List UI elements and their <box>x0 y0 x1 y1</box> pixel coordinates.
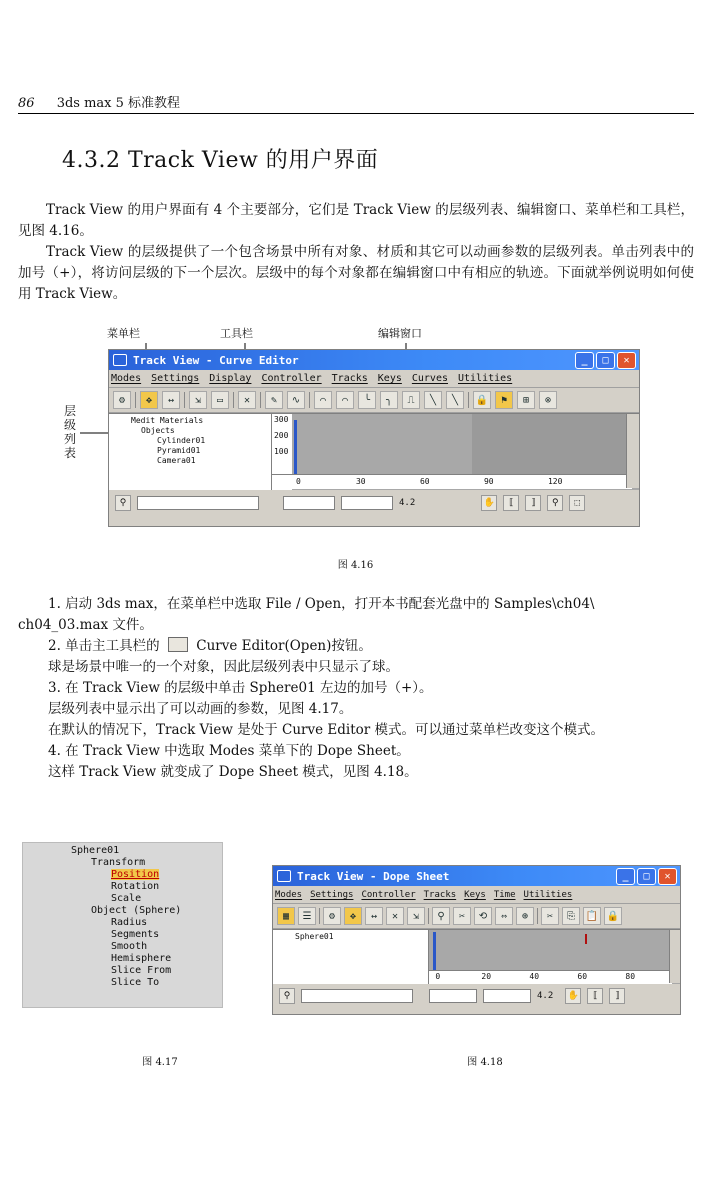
figure-4-16-caption: 图 4.16 <box>337 560 374 571</box>
zoom-selected-icon[interactable]: ⚲ <box>115 495 131 511</box>
tree-position[interactable]: Position <box>111 869 160 880</box>
ds-scale-keys-icon[interactable]: ⇲ <box>407 907 425 925</box>
ds-pan-icon[interactable]: ✋ <box>565 988 581 1004</box>
tangent-auto-icon[interactable]: ⌒ <box>314 391 332 409</box>
edit-keys-icon[interactable]: ▦ <box>277 907 295 925</box>
ds-menu-tracks[interactable]: Tracks <box>423 889 457 900</box>
section-title: 4.3.2 Track View 的用户界面 <box>62 148 379 173</box>
ds-zoom-selected-icon[interactable]: ⚲ <box>279 988 295 1004</box>
minimize-icon[interactable]: _ <box>575 352 594 369</box>
ds-menu-settings[interactable]: Settings <box>310 889 354 900</box>
ds-hierarchy-list <box>273 930 429 984</box>
toolbar <box>109 388 639 413</box>
ds-edit-window[interactable] <box>429 930 680 984</box>
maximize-icon[interactable]: □ <box>596 352 615 369</box>
copy-icon[interactable]: ⎘ <box>562 907 580 925</box>
step-1-line-1: 1. 启动 3ds max，在菜单栏中选取 File / Open，打开本书配套光盘中的 Samples\ch04\ <box>48 596 595 612</box>
dope-sheet-window-title: Track View - Dope Sheet <box>297 869 450 883</box>
figure-4-17-caption: 图 4.17 <box>142 1057 178 1068</box>
step-text-4: 这样 Track View 就变成了 Dope Sheet 模式，见图 4.18。 <box>48 764 418 780</box>
tangent-fast-icon[interactable]: ╰ <box>358 391 376 409</box>
tree-sphere01[interactable]: Sphere01 <box>71 845 120 856</box>
step-text-3: 在默认的情况下，Track View 是处于 Curve Editor 模式。可以通过菜单栏改变这个模式。 <box>48 722 604 738</box>
ds-slide-keys-icon[interactable]: ↔ <box>365 907 383 925</box>
scale-values-icon[interactable]: ▭ <box>211 391 229 409</box>
ds-key-marker <box>585 934 587 944</box>
menu-tracks[interactable]: Tracks <box>331 373 368 384</box>
tree-item-objects[interactable]: Objects <box>141 426 175 435</box>
status-bar <box>109 490 639 516</box>
menu-controller[interactable]: Controller <box>261 373 322 384</box>
figure-4-18-caption: 图 4.18 <box>467 1057 503 1068</box>
window-icon <box>113 354 127 366</box>
close-icon[interactable]: ✕ <box>617 352 636 369</box>
lock-selection-icon[interactable]: 🔒 <box>473 391 491 409</box>
status-value: 4.2 <box>399 498 416 508</box>
ds-zoom-horizontal-extents-icon[interactable]: ⟦ <box>587 988 603 1004</box>
menu-bar <box>109 370 639 388</box>
select-time-icon[interactable]: ⚲ <box>432 907 450 925</box>
ds-x-tick-60: 60 <box>577 972 588 981</box>
tangent-smooth-icon[interactable]: ╲ <box>446 391 464 409</box>
menu-settings[interactable]: Settings <box>151 373 200 384</box>
ds-menu-time[interactable]: Time <box>493 889 516 900</box>
parameter-curve-icon[interactable]: ⊞ <box>517 391 535 409</box>
callout-edit-window: 编辑窗口 <box>378 327 422 340</box>
page-number: 86 <box>18 96 35 111</box>
time-slider-marker <box>294 420 297 474</box>
reduce-keys-icon[interactable]: ∿ <box>287 391 305 409</box>
ds-value-field[interactable] <box>483 989 531 1003</box>
dope-sheet-title-bar <box>273 866 680 886</box>
ds-menu-modes[interactable]: Modes <box>275 889 303 900</box>
value-field[interactable] <box>341 496 393 510</box>
ds-zoom-value-extents-icon[interactable]: ⟧ <box>609 988 625 1004</box>
paragraph-1: Track View 的用户界面有 4 个主要部分，它们是 Track View 的层级列表、编辑窗口、菜单栏和工具栏，见图 4.16。 <box>18 202 694 239</box>
frame-field[interactable] <box>283 496 335 510</box>
hierarchy-tree-figure-17 <box>22 842 223 1008</box>
snap-frames-icon[interactable]: ⚑ <box>495 391 513 409</box>
x-tick-120: 120 <box>547 477 563 486</box>
ds-time-slider-marker <box>433 932 436 970</box>
ds-frame-field[interactable] <box>429 989 477 1003</box>
dope-sheet-window <box>272 865 681 1015</box>
callout-hierarchy: 层级列表 <box>64 404 77 460</box>
track-name-field[interactable] <box>137 496 259 510</box>
y-tick-200: 200 <box>273 431 289 440</box>
ds-menu-utilities[interactable]: Utilities <box>523 889 573 900</box>
reverse-time-icon[interactable]: ⟲ <box>474 907 492 925</box>
scale-time-icon[interactable]: ⇔ <box>495 907 513 925</box>
tree-smooth[interactable]: Smooth <box>111 941 148 952</box>
zoom-icon[interactable]: ⚲ <box>547 495 563 511</box>
slide-keys-icon[interactable]: ↔ <box>162 391 180 409</box>
tree-transform[interactable]: Transform <box>91 857 146 868</box>
ds-add-keys-icon[interactable]: ✕ <box>386 907 404 925</box>
dope-sheet-toolbar <box>273 904 680 929</box>
cut-icon[interactable]: ✂ <box>541 907 559 925</box>
dope-sheet-maximize-icon[interactable]: □ <box>637 868 656 885</box>
ds-x-tick-80: 80 <box>625 972 636 981</box>
tree-slice-to[interactable]: Slice To <box>111 977 160 988</box>
y-tick-300: 300 <box>273 415 289 424</box>
x-tick-0: 0 <box>295 477 301 486</box>
title-bar <box>109 350 639 370</box>
paste-icon[interactable]: 📋 <box>583 907 601 925</box>
ds-vertical-scrollbar[interactable] <box>669 930 680 983</box>
y-tick-100: 100 <box>273 447 289 456</box>
edit-ranges-icon[interactable]: ☰ <box>298 907 316 925</box>
window-title: Track View - Curve Editor <box>133 353 299 367</box>
tangent-slow-icon[interactable]: ╮ <box>380 391 398 409</box>
dope-sheet-window-icon <box>277 870 291 882</box>
dope-sheet-close-icon[interactable]: ✕ <box>658 868 677 885</box>
tree-item-cylinder01[interactable]: Cylinder01 <box>157 436 206 445</box>
add-keys-icon[interactable]: ✕ <box>238 391 256 409</box>
dope-sheet-menu-bar <box>273 886 680 904</box>
tree-item-medit-materials[interactable]: Medit Materials <box>131 416 204 425</box>
tangent-linear-icon[interactable]: ╲ <box>424 391 442 409</box>
zoom-value-extents-icon[interactable]: ⟧ <box>525 495 541 511</box>
tree-hemisphere[interactable]: Hemisphere <box>111 953 172 964</box>
step-1-line-2: ch04_03.max 文件。 <box>18 617 153 633</box>
zoom-horizontal-extents-icon[interactable]: ⟦ <box>503 495 519 511</box>
scale-keys-icon[interactable]: ⇲ <box>189 391 207 409</box>
dope-sheet-minimize-icon[interactable]: _ <box>616 868 635 885</box>
step-4: 4. 在 Track View 中选取 Modes 菜单下的 Dope Sheet。 <box>48 743 410 759</box>
tangent-step-icon[interactable]: ⎍ <box>402 391 420 409</box>
tree-item-camera01[interactable]: Camera01 <box>157 456 196 465</box>
show-keyable-icon[interactable]: ⊗ <box>539 391 557 409</box>
x-tick-90: 90 <box>483 477 494 486</box>
ds-lock-selection-icon[interactable]: 🔒 <box>604 907 622 925</box>
ds-x-tick-20: 20 <box>481 972 492 981</box>
tree-rotation[interactable]: Rotation <box>111 881 160 892</box>
ds-x-tick-0: 0 <box>435 972 441 981</box>
step-text-2: 层级列表中显示出了可以动画的参数，见图 4.17。 <box>48 701 353 717</box>
ds-tree-sphere01[interactable]: Sphere01 <box>295 932 334 941</box>
ds-filters-icon[interactable]: ⚙ <box>323 907 341 925</box>
callout-menubar: 菜单栏 <box>107 327 140 340</box>
step-text-1: 球是场景中唯一的一个对象，因此层级列表中只显示了球。 <box>48 659 399 675</box>
menu-modes[interactable]: Modes <box>111 373 142 384</box>
x-tick-60: 60 <box>419 477 430 486</box>
curve-editor-open-icon <box>168 637 188 652</box>
tree-segments[interactable]: Segments <box>111 929 160 940</box>
curve-editor-window <box>108 349 640 527</box>
menu-utilities[interactable]: Utilities <box>458 373 513 384</box>
menu-curves[interactable]: Curves <box>411 373 448 384</box>
draw-curves-icon[interactable]: ✎ <box>265 391 283 409</box>
step-2: 2. 单击主工具栏的 Curve Editor(Open)按钮。 <box>48 638 372 654</box>
ds-x-tick-40: 40 <box>529 972 540 981</box>
ds-menu-controller[interactable]: Controller <box>361 889 416 900</box>
menu-display[interactable]: Display <box>209 373 252 384</box>
edit-window[interactable] <box>272 414 639 490</box>
move-keys-icon[interactable]: ✥ <box>140 391 158 409</box>
vertical-scrollbar[interactable] <box>626 414 639 488</box>
tree-slice-from[interactable]: Slice From <box>111 965 172 976</box>
pan-icon[interactable]: ✋ <box>481 495 497 511</box>
tree-item-pyramid01[interactable]: Pyramid01 <box>157 446 201 455</box>
x-axis <box>272 474 632 489</box>
paragraph-2: Track View 的层级提供了一个包含场景中所有对象、材质和其它可以动画参数的层级列表。单击列表中的加号（+），将访问层级的下一个层次。层级中的每个对象都在编辑窗口中有相应的轨迹。下面就举例说明如何使用 Track View。 <box>18 244 694 302</box>
ds-track-name-field[interactable] <box>301 989 413 1003</box>
ds-status-bar <box>273 984 680 1008</box>
inactive-range <box>472 414 630 474</box>
ds-x-axis <box>429 970 672 984</box>
insert-time-icon[interactable]: ⊕ <box>516 907 534 925</box>
hierarchy-list <box>109 414 272 490</box>
menu-keys[interactable]: Keys <box>377 373 402 384</box>
callout-toolbar: 工具栏 <box>220 327 253 340</box>
tree-object-sphere[interactable]: Object (Sphere) <box>91 905 182 916</box>
step-3: 3. 在 Track View 的层级中单击 Sphere01 左边的加号（+）。 <box>48 680 433 696</box>
book-title: 3ds max 5 标准教程 <box>56 96 181 111</box>
tree-radius[interactable]: Radius <box>111 917 148 928</box>
tangent-custom-icon[interactable]: ⌒ <box>336 391 354 409</box>
ds-status-value: 4.2 <box>537 991 554 1001</box>
ds-move-keys-icon[interactable]: ✥ <box>344 907 362 925</box>
x-tick-30: 30 <box>355 477 366 486</box>
tree-scale[interactable]: Scale <box>111 893 142 904</box>
ds-menu-keys[interactable]: Keys <box>464 889 486 900</box>
delete-time-icon[interactable]: ✂ <box>453 907 471 925</box>
filters-icon[interactable]: ⚙ <box>113 391 131 409</box>
zoom-region-icon[interactable]: ⬚ <box>569 495 585 511</box>
